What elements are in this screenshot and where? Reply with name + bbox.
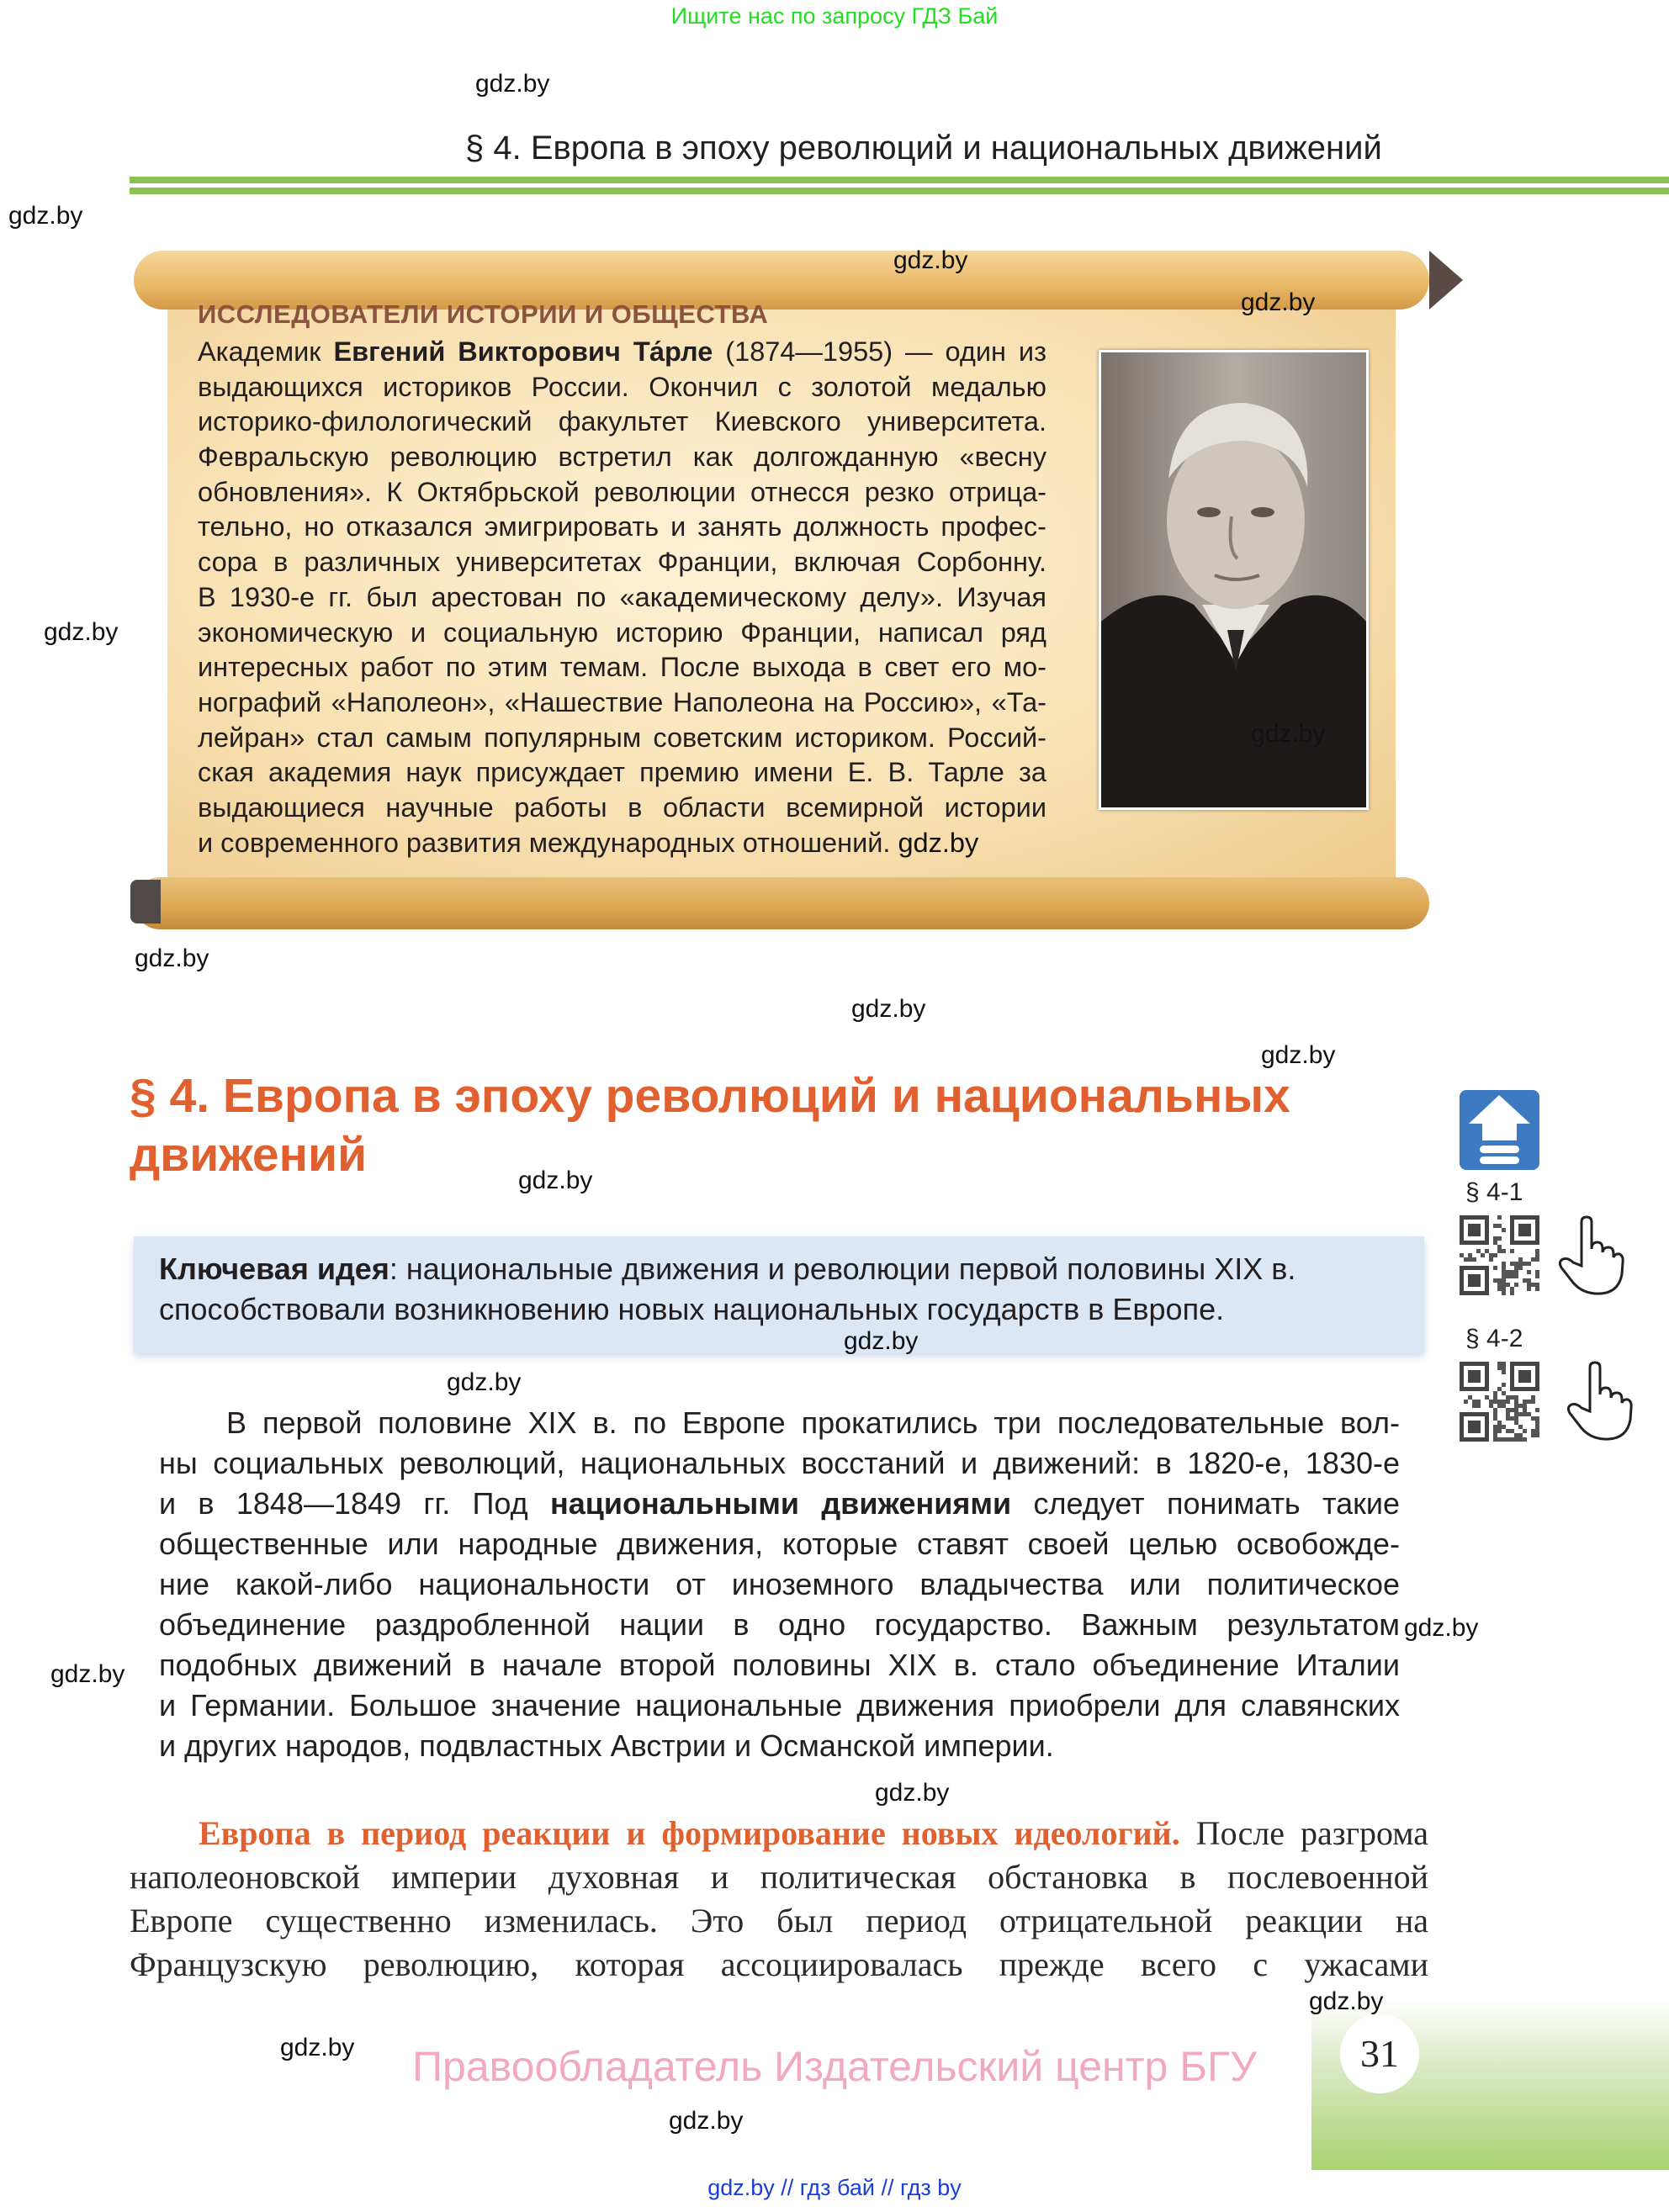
watermark: gdz.by — [8, 202, 83, 230]
watermark: gdz.by — [893, 246, 968, 274]
home-up-icon — [1460, 1090, 1539, 1170]
bio-text: и современного развития международных отношений. — [198, 827, 898, 858]
watermark: gdz.by — [875, 1779, 950, 1807]
scroll-top-curl — [1429, 251, 1463, 310]
portrait-photo — [1099, 350, 1369, 810]
watermark: gdz.by — [135, 945, 209, 972]
paragraph-text: После разгрома — [1179, 1814, 1429, 1852]
paragraph-line — [159, 1484, 1400, 1524]
term-bold: национальными движениями — [549, 1486, 1012, 1521]
pointing-hand-icon[interactable] — [1558, 1215, 1625, 1296]
intro-paragraph — [159, 1403, 1400, 1766]
qr-code-icon — [1460, 1362, 1539, 1442]
biography-text — [198, 335, 1046, 860]
paragraph-line: наполеоновской империи духовная и политическая обстановка в послевоенной — [130, 1858, 1428, 1896]
portrait-image — [1101, 352, 1366, 807]
watermark: gdz.by — [844, 1327, 919, 1355]
section-title — [130, 1066, 1391, 1184]
bio-text: (1874—1955) — один из — [713, 336, 1046, 367]
bio-text: Академик — [198, 336, 334, 367]
bio-line: выдающихся историков России. Окончил с золотой медалью — [198, 371, 1046, 402]
watermark: gdz.by — [1251, 720, 1326, 748]
watermark: gdz.by — [475, 70, 550, 98]
header-rule-bottom — [130, 188, 1669, 194]
bio-line: лейран» стал самым популярным советским историком. Россий- — [198, 722, 1046, 753]
bio-line: обновления». К Октябрьской революции отнесся резко отрица- — [198, 476, 1046, 507]
page-number: 31 — [1340, 2014, 1419, 2093]
qr-label-4-1: § 4-1 — [1465, 1178, 1523, 1206]
watermark: gdz.by — [1261, 1041, 1336, 1069]
bio-line: экономическую и социальную историю Франции, написал ряд — [198, 617, 1046, 648]
paragraph-line: В первой половине XIX в. по Европе прокатились три последовательные вол- — [226, 1405, 1400, 1440]
watermark: gdz.by — [898, 827, 979, 858]
bio-line: тельно, но отказался эмигрировать и занять должность профес- — [198, 511, 1046, 542]
paragraph-text: следует понимать такие — [1011, 1486, 1400, 1521]
header-rule-top — [130, 177, 1669, 183]
bio-line: нографий «Наполеон», «Нашествие Наполеона на Россию», «Та- — [198, 686, 1046, 717]
bio-line: интересных работ по этим темам. После выхода в свет его мо- — [198, 652, 1046, 683]
watermark: gdz.by — [1404, 1614, 1479, 1642]
paragraph-line: Французскую революцию, которая ассоциировалась прежде всего с ужасами — [130, 1945, 1428, 1983]
subsection-paragraph — [130, 1812, 1428, 1987]
watermark: gdz.by — [1309, 1987, 1384, 2015]
watermark: gdz.by — [1241, 288, 1316, 316]
paragraph-text: и в 1848—1849 гг. Под — [159, 1486, 550, 1521]
bio-line: Февральскую революцию встретил как долгожданную «весну — [198, 442, 1046, 473]
key-idea-line: способствовали возникновению новых национальных государств в Европе. — [159, 1292, 1225, 1326]
pointing-hand-icon[interactable] — [1566, 1361, 1634, 1442]
watermark: gdz.by — [447, 1368, 522, 1396]
section-title-line: § 4. Европа в эпоху революций и национальных — [130, 1069, 1290, 1123]
watermark: gdz.by — [669, 2107, 744, 2135]
bio-line — [198, 335, 1046, 370]
scroll-bottom-curl — [130, 880, 161, 923]
bio-line: сора в различных университетах Франции, включая Сорбонну. — [198, 547, 1046, 578]
watermark: gdz.by — [44, 618, 119, 646]
bio-line: выдающиеся научные работы в области всемирной истории — [198, 791, 1046, 823]
home-up-button[interactable] — [1460, 1090, 1539, 1170]
key-idea-label: Ключевая идея — [159, 1252, 389, 1286]
paragraph-line: подобных движений в начале второй половины XIX в. стало объединение Италии — [159, 1648, 1400, 1682]
paragraph-line: и Германии. Большое значение национальные движения приобрели для славянских — [159, 1688, 1400, 1723]
subsection-heading: Европа в период реакции и формирование новых идеологий. — [199, 1814, 1180, 1852]
qr-code-4-2[interactable] — [1460, 1362, 1539, 1442]
watermark: gdz.by — [518, 1167, 593, 1194]
watermark: gdz.by — [851, 995, 926, 1023]
key-idea-text: : национальные движения и революции первой половины XIX в. — [389, 1252, 1296, 1286]
bio-line: ская академия наук присуждает премию имени Е. В. Тарле за — [198, 757, 1046, 788]
paragraph-line: ние какой-либо национальности от иноземного владычества или политическое — [159, 1567, 1400, 1601]
paragraph-line: ны социальных революций, национальных восстаний и движений: в 1820-е, 1830-е — [159, 1446, 1400, 1480]
paragraph-line — [130, 1812, 1428, 1855]
scroll-bottom-roll — [134, 877, 1429, 929]
qr-label-4-2: § 4-2 — [1465, 1325, 1523, 1352]
top-banner[interactable]: Ищите нас по запросу ГДЗ Бай — [670, 3, 999, 29]
section-title-line: движений — [130, 1128, 368, 1182]
bio-line: историко-филологический факультет Киевского университета. — [198, 406, 1046, 437]
paragraph-line: Европе существенно изменилась. Это был период отрицательной реакции на — [130, 1902, 1428, 1939]
footer-links[interactable]: gdz.by // гдз бай // гдз by — [707, 2175, 962, 2200]
key-idea-box — [134, 1236, 1424, 1353]
bio-line: В 1930-е гг. был арестован по «академическому делу». Изучая — [198, 581, 1046, 612]
scroll-heading: ИССЛЕДОВАТЕЛИ ИСТОРИИ И ОБЩЕСТВА — [198, 299, 769, 329]
qr-code-4-1[interactable] — [1460, 1215, 1539, 1295]
bio-name: Евгений Викторович Та́рле — [333, 336, 713, 367]
bio-line — [198, 826, 1046, 861]
running-header: § 4. Европа в эпоху революций и национальных движений — [465, 130, 1382, 167]
paragraph-line: общественные или народные движения, которые ставят своей целью освобожде- — [159, 1527, 1400, 1561]
copyright-notice: Правообладатель Издательский центр БГУ — [412, 2043, 1257, 2090]
key-idea-line — [159, 1252, 1295, 1287]
researcher-scroll-box — [134, 251, 1452, 930]
watermark: gdz.by — [280, 2034, 355, 2061]
paragraph-line: объединение раздробленной нации в одно государство. Важным результатом — [159, 1607, 1400, 1642]
qr-code-icon — [1460, 1215, 1539, 1295]
paragraph-line: и других народов, подвластных Австрии и Османской империи. — [159, 1728, 1054, 1763]
watermark: gdz.by — [50, 1660, 125, 1688]
